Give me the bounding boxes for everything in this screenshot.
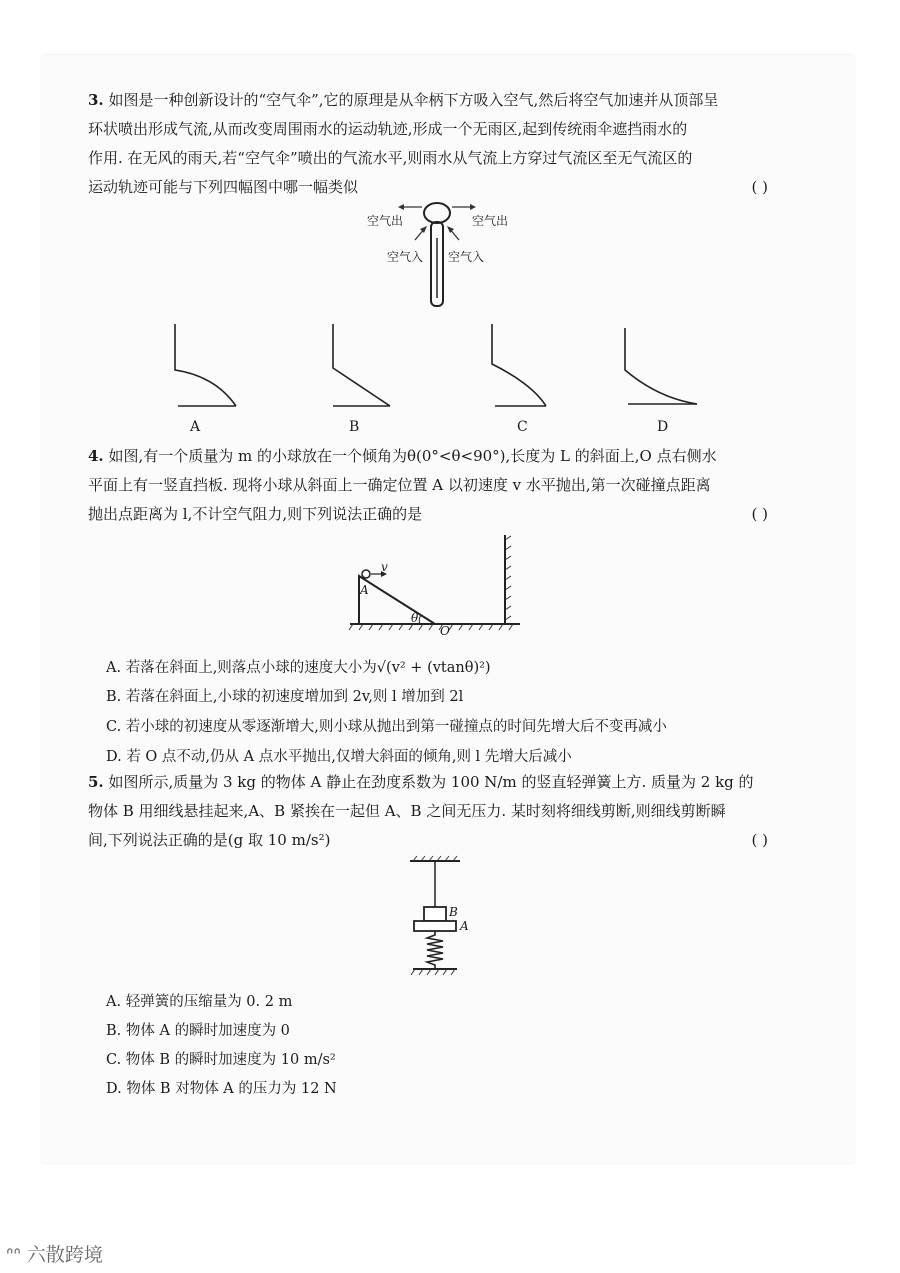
question-4 bbox=[88, 442, 778, 529]
option-c: C. 若小球的初速度从零逐渐增大,则小球从抛出到第一碰撞点的时间先增大后不变再减小 bbox=[106, 719, 667, 735]
angle-label: θ bbox=[411, 611, 419, 625]
question-number: 5. bbox=[88, 773, 104, 791]
trajectory-options-figure bbox=[160, 318, 720, 413]
option-b: B. 物体 A 的瞬时加速度为 0 bbox=[106, 1023, 290, 1039]
figure-label: 空气入 bbox=[387, 250, 424, 264]
question-text-line: 平面上有一竖直挡板. 现将小球从斜面上一确定位置 A 以初速度 v 水平抛出,第一次碰撞点距离 bbox=[88, 476, 711, 494]
question-text-line: 环状喷出形成气流,从而改变周围雨水的运动轨迹,形成一个无雨区,起到传统雨伞遮挡雨水的 bbox=[88, 120, 688, 138]
figure-label: 空气出 bbox=[367, 214, 404, 228]
answer-paren: ( ) bbox=[751, 831, 768, 849]
question-5 bbox=[88, 768, 778, 855]
watermark bbox=[6, 1240, 103, 1267]
question-text-line: 抛出点距离为 l,不计空气阻力,则下列说法正确的是 bbox=[88, 505, 423, 523]
point-o-label: O bbox=[440, 624, 450, 638]
option-a: A. 轻弹簧的压缩量为 0. 2 m bbox=[106, 994, 293, 1010]
option-d: D. 物体 B 对物体 A 的压力为 12 N bbox=[106, 1081, 337, 1097]
option-label-d: D bbox=[657, 419, 669, 435]
option-label-b: B bbox=[349, 419, 360, 435]
option-a: A. 若落在斜面上,则落点小球的速度大小为√(v² + (vtanθ)²) bbox=[106, 660, 491, 676]
question-number: 3. bbox=[88, 91, 104, 109]
question-text-line: 如图,有一个质量为 m 的小球放在一个倾角为θ(0°<θ<90°),长度为 L 的斜面上,O 点右侧水 bbox=[108, 447, 717, 465]
incline-figure bbox=[345, 530, 525, 640]
question-text-line: 如图是一种创新设计的“空气伞”,它的原理是从伞柄下方吸入空气,然后将空气加速并从顶部呈 bbox=[108, 91, 719, 109]
option-c: C. 物体 B 的瞬时加速度为 10 m/s² bbox=[106, 1052, 336, 1068]
point-a-label: A bbox=[360, 583, 369, 597]
velocity-label: v bbox=[381, 560, 388, 574]
spring-figure bbox=[405, 855, 475, 980]
figure-label: 空气入 bbox=[448, 250, 485, 264]
option-label-c: C bbox=[517, 419, 528, 435]
watermark-logo-icon: ᐢᐢ bbox=[6, 1244, 21, 1266]
question-text-line: 间,下列说法正确的是(g 取 10 m/s²) bbox=[88, 831, 331, 849]
block-a-label: A bbox=[460, 919, 469, 933]
figure-label: 空气出 bbox=[472, 214, 509, 228]
question-3 bbox=[88, 86, 778, 202]
question-text-line: 运动轨迹可能与下列四幅图中哪一幅类似 bbox=[88, 178, 359, 196]
block-b-label: B bbox=[449, 905, 458, 919]
option-d: D. 若 O 点不动,仍从 A 点水平抛出,仅增大斜面的倾角,则 l 先增大后减小 bbox=[106, 749, 572, 765]
question-text-line: 如图所示,质量为 3 kg 的物体 A 静止在劲度系数为 100 N/m 的竖直轻弹簧上方. 质量为 2 kg 的 bbox=[108, 773, 754, 791]
option-label-a: A bbox=[190, 419, 201, 435]
question-text-line: 作用. 在无风的雨天,若“空气伞”喷出的气流水平,则雨水从气流上方穿过气流区至无气流区的 bbox=[88, 149, 693, 167]
answer-paren: ( ) bbox=[751, 505, 768, 523]
option-b: B. 若落在斜面上,小球的初速度增加到 2v,则 l 增加到 2l bbox=[106, 689, 464, 705]
question-text-line: 物体 B 用细线悬挂起来,A、B 紧挨在一起但 A、B 之间无压力. 某时刻将细线剪断,则细线剪断瞬 bbox=[88, 802, 726, 820]
question-number: 4. bbox=[88, 447, 104, 465]
watermark-text: 六散跨境 bbox=[26, 1244, 103, 1266]
answer-paren: ( ) bbox=[751, 178, 768, 196]
